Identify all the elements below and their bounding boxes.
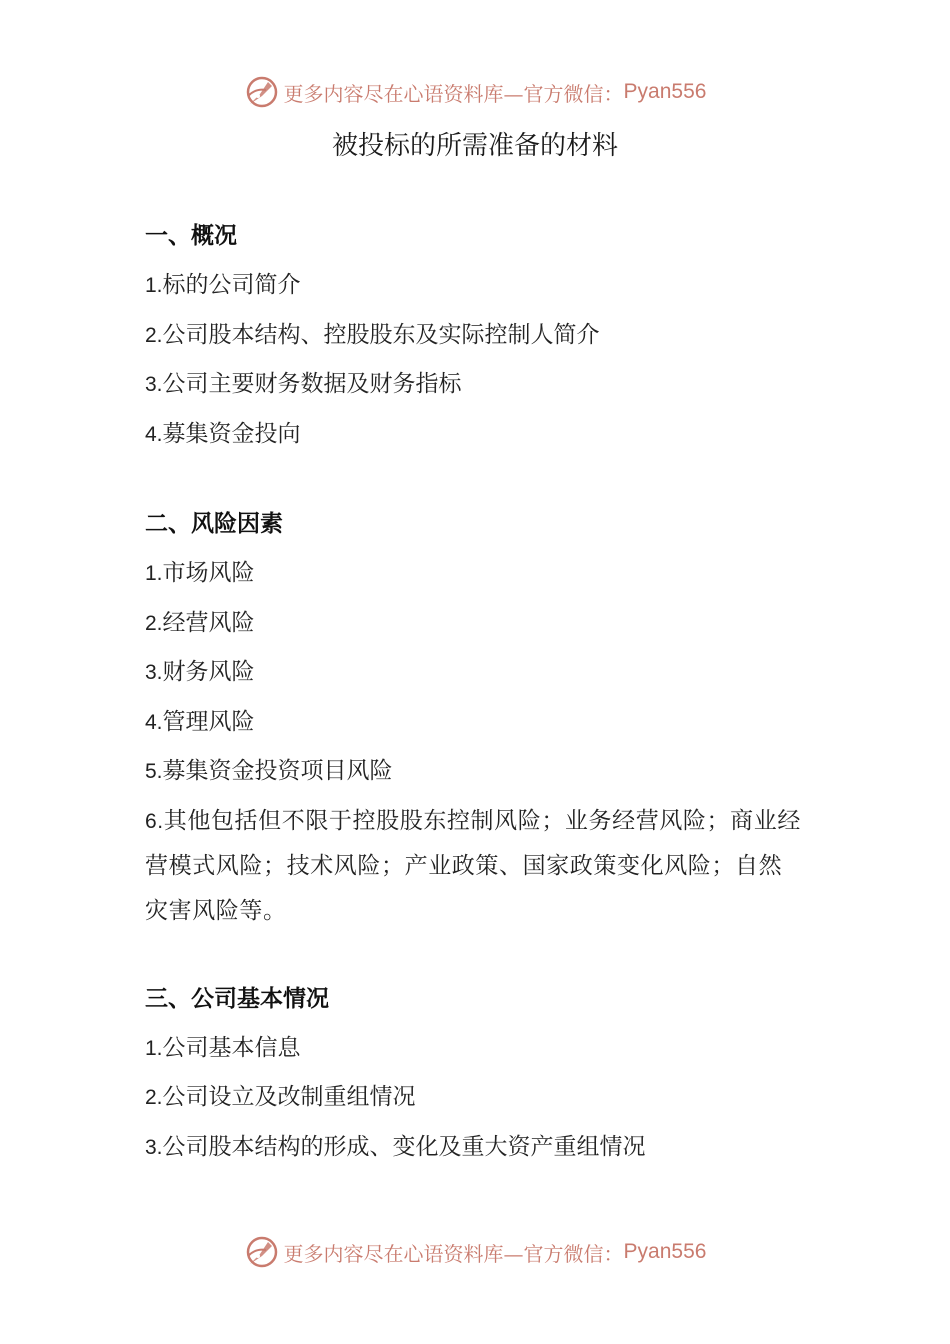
watermark-header xyxy=(0,72,950,112)
list-item: 4.募集资金投向 xyxy=(145,420,301,447)
section-heading: 二、风险因素 xyxy=(145,510,283,537)
section-overview xyxy=(145,213,805,459)
watermark-text: 更多内容尽在心语资料库—官方微信： xyxy=(283,81,624,106)
list-item: 2.公司设立及改制重组情况 xyxy=(145,1084,416,1110)
list-item: 3.公司股本结构的形成、变化及重大资产重组情况 xyxy=(145,1133,646,1160)
watermark-footer xyxy=(0,1232,950,1272)
list-item: 6.其他包括但不限于控股股东控制风险；业务经营风险；商业经营模式风险；技术风险；产业政策、国家政策变化风险；自然灾害风险等。 xyxy=(145,807,801,924)
list-item: 2.公司股本结构、控股股东及实际控制人简介 xyxy=(145,321,600,348)
watermark-id: Pyan556 xyxy=(623,80,707,103)
section-heading: 一、概况 xyxy=(145,222,237,249)
list-item: 1.公司基本信息 xyxy=(145,1034,301,1061)
list-item: 1.市场风险 xyxy=(145,560,255,586)
watermark-text: 更多内容尽在心语资料库—官方微信： xyxy=(283,1241,624,1266)
document-title: 被投标的所需准备的材料 xyxy=(331,131,618,161)
list-item: 2.经营风险 xyxy=(145,609,255,636)
watermark-id: Pyan556 xyxy=(623,1240,707,1263)
list-item: 5.募集资金投资项目风险 xyxy=(145,758,393,784)
section-company-basics xyxy=(145,976,805,1173)
section-heading: 三、公司基本情况 xyxy=(145,984,329,1012)
section-risk-factors xyxy=(145,501,805,934)
list-item: 3.财务风险 xyxy=(145,659,255,685)
pen-logo-icon xyxy=(244,1234,280,1270)
document-body xyxy=(145,213,805,1214)
list-item: 1.标的公司简介 xyxy=(145,272,301,298)
list-item: 3.公司主要财务数据及财务指标 xyxy=(145,371,462,397)
pen-logo-icon xyxy=(244,74,280,110)
list-item: 4.管理风险 xyxy=(145,708,255,735)
